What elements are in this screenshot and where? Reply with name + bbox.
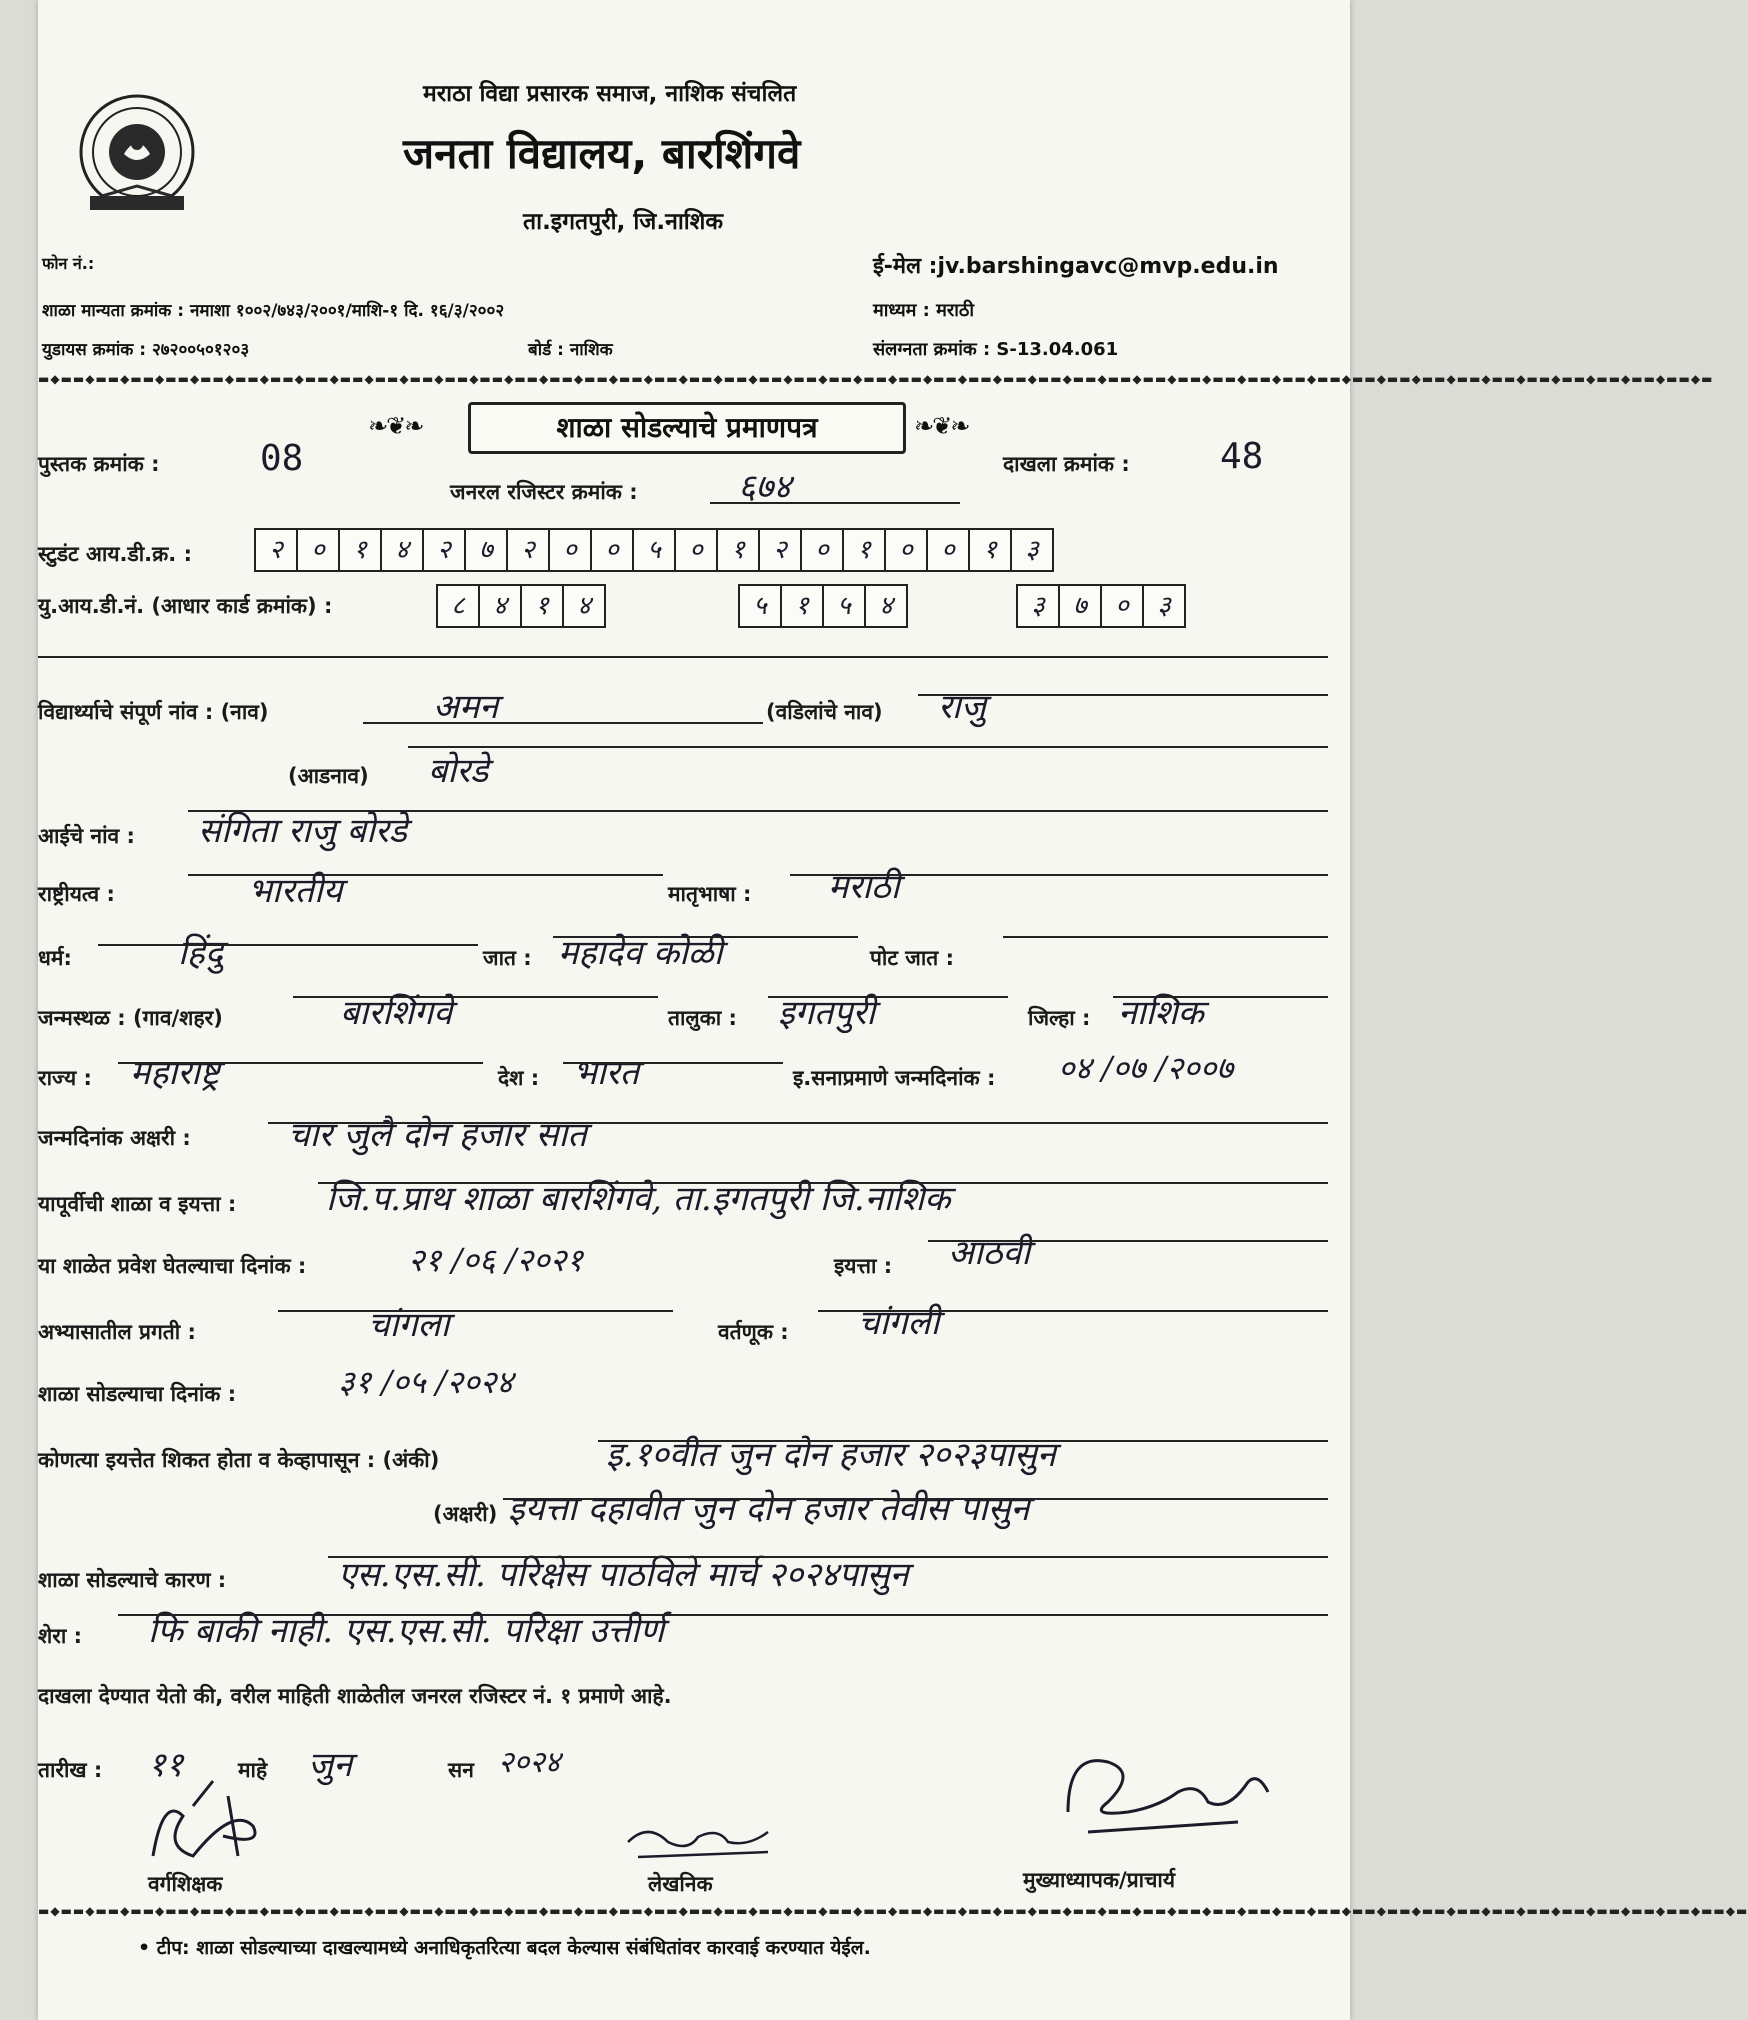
year-label: सन	[448, 1758, 474, 1782]
student-id-digit: ०	[298, 530, 340, 570]
mother-name-label: आईचे नांव :	[38, 824, 135, 848]
prev-school-label: यापूर्वीची शाळा व इयत्ता :	[38, 1192, 237, 1216]
student-id-digit: ०	[886, 530, 928, 570]
uid-group-2	[738, 584, 908, 628]
father-name: राजु	[938, 687, 986, 727]
uid-digit: ८	[438, 586, 480, 626]
student-id-boxes	[254, 528, 1054, 572]
recognition-number: शाळा मान्यता क्रमांक : नमाशा १००२/७४३/२००१/माशि-१ दि. १६/३/२००२	[42, 301, 505, 321]
issue-day: ११	[148, 1745, 184, 1785]
clerk-signature	[618, 1812, 798, 1872]
school-name: जनता विद्यालय, बारशिंगवे	[403, 129, 801, 178]
uid-digit: ४	[577, 591, 591, 621]
caste-label: जात :	[483, 946, 532, 970]
remarks: फि बाकी नाही. एस.एस.सी. परिक्षा उत्तीर्ण	[148, 1611, 665, 1651]
state-label: राज्य :	[38, 1066, 92, 1090]
email-text: ई-मेल :jv.barshingavc@mvp.edu.in	[873, 254, 1279, 279]
school-location: ता.इगतपुरी, जि.नाशिक	[523, 209, 724, 235]
gr-number-label: जनरल रजिस्टर क्रमांक :	[450, 480, 638, 504]
studying-since-words: इयत्ता दहावीत जुन दोन हजार तेवीस पासुन	[508, 1489, 1030, 1529]
surname-label: (आडनाव)	[288, 764, 369, 788]
country-label: देश :	[498, 1066, 540, 1090]
student-id-digit: २	[424, 530, 466, 570]
student-id-digit: ०	[550, 530, 592, 570]
uid-digit: ४	[480, 586, 522, 626]
uid-group-1	[436, 584, 606, 628]
student-id-digit: १	[340, 530, 382, 570]
student-id-digit: ०	[592, 530, 634, 570]
studying-label: कोणत्या इयत्तेत शिकत होता व केव्हापासून : (अंकी)	[38, 1448, 440, 1472]
class-teacher-label: वर्गशिक्षक	[148, 1872, 223, 1896]
class-teacher-signature	[133, 1776, 303, 1876]
certificate-number: 48	[1220, 436, 1264, 477]
student-id-digit: ७	[466, 530, 508, 570]
progress-label: अभ्यासातील प्रगती :	[38, 1320, 196, 1344]
udise-number: युडायस क्रमांक : २७२००५०१२०३	[42, 340, 250, 360]
declaration-text: दाखला देण्यात येतो की, वरील माहिती शाळेतील जनरल रजिस्टर नं. १ प्रमाणे आहे.	[38, 1684, 672, 1708]
decorative-border-top: ▬◆▬▬◆▬▬◆▬▬◆▬▬◆▬▬◆▬▬◆▬▬◆▬▬◆▬▬◆▬▬◆▬▬◆▬▬◆▬▬◆▬▬◆▬▬◆▬▬◆▬▬◆▬▬◆▬▬◆▬▬◆▬▬◆▬▬◆▬▬◆▬▬◆▬▬◆▬▬◆▬▬◆▬▬◆▬▬◆▬▬◆▬▬◆▬▬◆▬▬◆▬▬◆▬▬◆▬▬◆▬▬◆▬▬◆▬▬◆▬▬◆▬▬◆▬▬◆▬▬◆▬▬◆▬▬◆▬▬◆▬▬◆▬	[38, 372, 1714, 386]
medium-text: माध्यम : मराठी	[873, 300, 975, 321]
uid-digit: ०	[1102, 586, 1144, 626]
book-number: 08	[260, 438, 304, 479]
student-name: अमन	[433, 687, 499, 727]
uid-digit: ५	[824, 586, 866, 626]
full-name-label: विद्यार्थ्याचे संपूर्ण नांव : (नाव)	[38, 700, 269, 724]
footer-note: • टीप: शाळा सोडल्याच्या दाखल्यामध्ये अनाधिकृतरित्या बदल केल्यास संबंधितांवर कारवाई करण्यात येईल.	[138, 1937, 871, 1959]
date-label: तारीख :	[38, 1758, 103, 1782]
district-label: जिल्हा :	[1028, 1006, 1091, 1030]
admission-date: २१ /०६ /२०२१	[408, 1241, 584, 1279]
district: नाशिक	[1118, 993, 1204, 1033]
affiliation-number: संलग्नता क्रमांक : S-13.04.061	[873, 339, 1119, 360]
board-text: बोर्ड : नाशिक	[528, 340, 613, 360]
uid-digit: १	[782, 586, 824, 626]
country: भारत	[573, 1053, 639, 1093]
phone-label: फोन नं.:	[42, 254, 95, 273]
mother-tongue: मराठी	[828, 867, 900, 907]
uid-digit: १	[522, 586, 564, 626]
mother-name: संगिता राजु बोरडे	[198, 811, 407, 851]
title-ornament-right: ❧❦❧	[914, 412, 969, 440]
book-number-label: पुस्तक क्रमांक :	[38, 452, 160, 476]
study-progress: चांगला	[368, 1305, 450, 1345]
surname: बोरडे	[428, 751, 489, 791]
conduct-label: वर्तणूक :	[718, 1320, 789, 1344]
leaving-date: ३१ /०५ /२०२४	[338, 1363, 514, 1401]
nationality-label: राष्ट्रीयत्व :	[38, 882, 115, 906]
uid-digit: ७	[1060, 586, 1102, 626]
date-of-birth-words: चार जुलै दोन हजार सात	[288, 1115, 587, 1155]
subcaste-label: पोट जात :	[870, 946, 954, 970]
leaving-date-label: शाळा सोडल्याचा दिनांक :	[38, 1382, 237, 1406]
uid-label: यु.आय.डी.नं. (आधार कार्ड क्रमांक) :	[38, 594, 333, 618]
admission-standard: आठवी	[948, 1233, 1031, 1273]
student-id-digit: १	[718, 530, 760, 570]
date-of-birth: ०४ /०७ /२००७	[1058, 1049, 1234, 1087]
student-id-digit: १	[844, 530, 886, 570]
father-name-label: (वडिलांचे नाव)	[766, 700, 883, 724]
clerk-label: लेखनिक	[648, 1872, 713, 1896]
month-label: माहे	[238, 1758, 268, 1782]
student-id-digit: २	[760, 530, 802, 570]
student-id-digit: १	[970, 530, 1012, 570]
student-id-label: स्टुडंट आय.डी.क्र. :	[38, 542, 192, 566]
taluka-label: तालुका :	[668, 1006, 737, 1030]
title-ornament-left: ❧❦❧	[368, 412, 423, 440]
student-id-digit: ०	[676, 530, 718, 570]
taluka: इगतपुरी	[778, 993, 876, 1033]
issue-month: जुन	[308, 1745, 353, 1785]
uid-digit: ३	[1018, 586, 1060, 626]
gr-number: ६७४	[738, 467, 792, 507]
uid-digit: ४	[879, 591, 893, 621]
principal-label: मुख्याध्यापक/प्राचार्य	[1023, 1868, 1176, 1892]
reason-label: शाळा सोडल्याचे कारण :	[38, 1568, 227, 1592]
leaving-reason: एस.एस.सी. परिक्षेस पाठविले मार्च २०२४पासुन	[338, 1555, 909, 1595]
student-id-digit: ५	[634, 530, 676, 570]
principal-signature	[1048, 1742, 1278, 1852]
uid-group-3	[1016, 584, 1186, 628]
issue-year: २०२४	[498, 1745, 561, 1780]
uid-digit: ३	[1157, 591, 1171, 621]
caste: महादेव कोळी	[558, 933, 723, 973]
admission-std-label: इयत्ता :	[834, 1254, 893, 1278]
leaving-certificate-sheet	[38, 0, 1748, 2020]
religion-label: धर्म:	[38, 946, 72, 970]
remarks-label: शेरा :	[38, 1624, 83, 1648]
dob-words-label: जन्मदिनांक अक्षरी :	[38, 1126, 191, 1150]
birthplace: बारशिंगवे	[340, 993, 453, 1033]
studying-since-figures: इ.१०वीत जुन दोन हजार २०२३पासुन	[606, 1435, 1056, 1475]
religion: हिंदु	[178, 933, 223, 973]
student-id-digit: ४	[382, 530, 424, 570]
dob-label: इ.सनाप्रमाणे जन्मदिनांक :	[793, 1066, 996, 1090]
studying-words-label: (अक्षरी)	[433, 1502, 498, 1526]
student-id-digit: ३	[1025, 535, 1039, 565]
nationality: भारतीय	[248, 871, 343, 911]
mother-tongue-label: मातृभाषा :	[668, 882, 752, 906]
student-id-digit: २	[508, 530, 550, 570]
conduct: चांगली	[858, 1303, 940, 1343]
certificate-number-label: दाखला क्रमांक :	[1003, 452, 1130, 476]
birthplace-label: जन्मस्थळ : (गाव/शहर)	[38, 1006, 223, 1030]
admission-date-label: या शाळेत प्रवेश घेतल्याचा दिनांक :	[38, 1254, 307, 1278]
school-logo	[72, 92, 202, 222]
state: महाराष्ट्र	[130, 1053, 220, 1093]
certificate-title: शाळा सोडल्याचे प्रमाणपत्र	[468, 402, 906, 454]
student-id-digit: ०	[928, 530, 970, 570]
student-id-digit: ०	[802, 530, 844, 570]
society-name: मराठा विद्या प्रसारक समाज, नाशिक संचलित	[423, 81, 797, 107]
uid-digit: ५	[740, 586, 782, 626]
student-id-digit: २	[256, 530, 298, 570]
previous-school: जि.प.प्राथ शाळा बारशिंगवे, ता.इगतपुरी जि.नाशिक	[326, 1179, 951, 1219]
decorative-border-bottom: ▬◆▬▬◆▬▬◆▬▬◆▬▬◆▬▬◆▬▬◆▬▬◆▬▬◆▬▬◆▬▬◆▬▬◆▬▬◆▬▬◆▬▬◆▬▬◆▬▬◆▬▬◆▬▬◆▬▬◆▬▬◆▬▬◆▬▬◆▬▬◆▬▬◆▬▬◆▬▬◆▬▬◆▬▬◆▬▬◆▬▬◆▬▬◆▬▬◆▬▬◆▬▬◆▬▬◆▬▬◆▬▬◆▬▬◆▬▬◆▬▬◆▬▬◆▬▬◆▬▬◆▬▬◆▬▬◆▬▬◆▬▬◆▬▬◆▬	[38, 1904, 1748, 1918]
